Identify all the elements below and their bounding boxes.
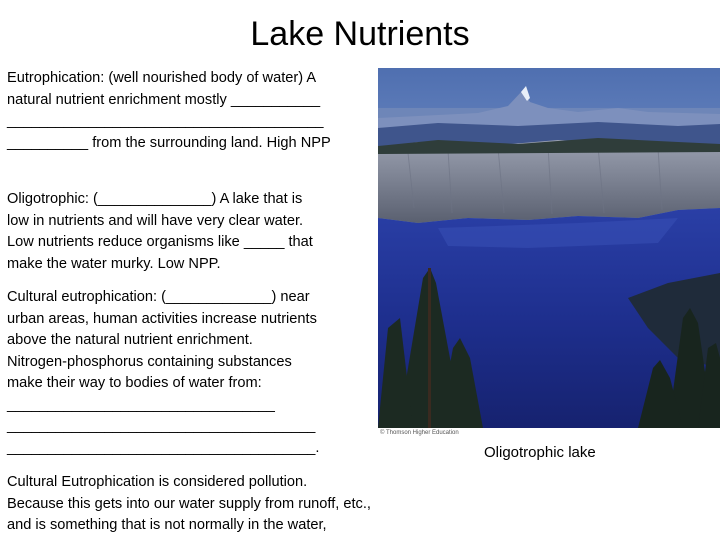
pollution-paragraph: Cultural Eutrophication is considered pollution. Because this gets into our water supply from runoff, etc., and is something that is not normally in the water, bbox=[7, 474, 371, 533]
image-caption: Oligotrophic lake bbox=[484, 444, 596, 461]
eutrophication-paragraph: Eutrophication: (well nourished body of water) A natural nutrient enrichment mostly ___________ _______________________________________ __________ from the surrounding land. High NPP bbox=[7, 70, 331, 151]
oligotrophic-lake-photo bbox=[378, 68, 720, 428]
oligotrophic-paragraph: Oligotrophic: (______________) A lake that is low in nutrients and will have very clear water. Low nutrients reduce organisms like _____ that make the water murky. Low NPP. bbox=[7, 191, 313, 272]
cultural-eutrophication-paragraph: Cultural eutrophication: (_____________) near urban areas, human activities increase nutrients above the natural nutrient enrichment. Nitrogen-phosphorus containing substances make their way to bodies of water from: _________________________________ ______________________________________ ______________________________________. bbox=[7, 289, 320, 456]
image-credit: © Thomson Higher Education bbox=[380, 430, 459, 436]
slide-title: Lake Nutrients bbox=[250, 15, 470, 53]
